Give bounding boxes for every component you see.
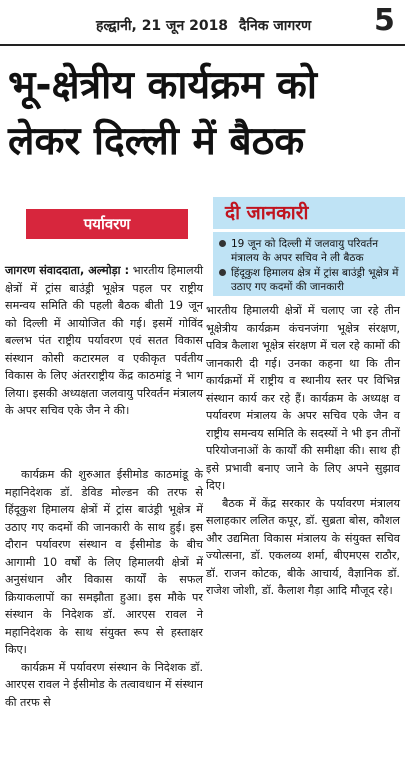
- info-box: [213, 232, 405, 296]
- info-item-text: हिंदूकुश हिमालय क्षेत्र में ट्रांस बाउंड्री भूक्षेत्र में उठाए गए कदमों की जानकारी: [231, 267, 399, 293]
- bullet-icon: [219, 240, 226, 247]
- article-paragraph: कार्यक्रम में पर्यावरण संस्थान के निदेशक डॉ. आरएस रावल ने ईसीमोड के तत्वावधान में संस्थान की तरफ से: [5, 660, 203, 709]
- bullet-icon: [219, 269, 226, 276]
- masthead-paper-name: दैनिक जागरण: [238, 18, 312, 34]
- article-paragraph: बैठक में केंद्र सरकार के पर्यावरण मंत्रालय सलाहकार ललित कपूर, डॉ. सुब्रता बोस, कौशल और उद्यमिता विकास मंत्रालय के संयुक्त सचिव ज्योत्सना, डॉ. एकलव्य शर्मा, बीएमएस राठौर, डॉ. राजन कोटक, बीके आचार्य, वैज्ञानिक डॉ. राजेश जोशी, डॉ. कैलाश गैड़ा आदि मौजूद रहे।: [206, 496, 400, 597]
- info-item: [231, 237, 403, 265]
- article-paragraph-text: भारतीय हिमालयी क्षेत्रों में ट्रांस बाउंड्री भूक्षेत्र पहल पर राष्ट्रीय समन्वय समिति की पहली बैठक बीती 19 जून को दिल्ली में आयोजित की गई। इसमें गोविंद बल्लभ पंत राष्ट्रीय पर्यावरण एवं सतत विकास संस्थान कोसी कटारमल व एकीकृत पर्वतीय विकास के लिए अंतरराष्ट्रीय केंद्र काठमांडू ने भाग लिया। इसकी अध्यक्षता जलवायु परिवर्तन मंत्रालय के अपर सचिव एके जैन ने की।: [5, 264, 203, 417]
- masthead: [0, 0, 405, 46]
- masthead-dateline: [96, 16, 311, 35]
- masthead-date: हल्द्वानी, 21 जून 2018: [96, 18, 229, 34]
- info-item: [231, 266, 403, 294]
- article-column-left-bottom: [5, 466, 203, 711]
- article-paragraph: कार्यक्रम की शुरुआत ईसीमोड काठमांडू के महानिदेशक डॉ. डेविड मोल्डन की तरफ से हिंदूकुश हिमालय क्षेत्रों में ट्रांस बाउंड्री भूक्षेत्र में उठाए गए कदमों की जानकारी के साथ हुई। इस दौरान पर्यावरण संस्थान व ईसीमोड के बीच आगामी 10 वर्षों के लिए हिमालयी क्षेत्रों में अनुसंधान और विकास कार्यों के सफल क्रियाकलापों का समझौता हुआ। इस मौके पर संस्थान के निदेशक डॉ. आरएस रावल ने महानिदेशक के साथ संयुक्त रूप से हस्ताक्षर किए।: [5, 468, 203, 656]
- article-byline: जागरण संवाददाता, अल्मोड़ा :: [5, 264, 130, 277]
- info-item-text: 19 जून को दिल्ली में जलवायु परिवर्तन मंत्रालय के अपर सचिव ने ली बैठक: [231, 238, 379, 264]
- article-column-left-top: [5, 262, 203, 420]
- article-headline: भू-क्षेत्रीय कार्यक्रम को लेकर दिल्ली में बैठक: [8, 63, 317, 164]
- article-column-right: [206, 302, 400, 600]
- category-label: पर्यावरण: [26, 209, 188, 239]
- page-number: 5: [374, 3, 395, 38]
- info-box-title: दी जानकारी: [213, 197, 405, 229]
- article-paragraph: भारतीय हिमालयी क्षेत्रों में चलाए जा रहे तीन भूक्षेत्रीय कार्यक्रम कंचनजंगा भूक्षेत्र संरक्षण, पवित्र कैलाश भूक्षेत्र संरक्षण में चल रहे कामों की जानकारी दी गई। उनका कहना था कि तीन कार्यक्रमों में राष्ट्रीय व स्थानीय स्तर पर विभिन्न संस्थान कार्य कर रहे हैं। कार्यक्रम के अध्यक्ष व पर्यावरण मंत्रालय के अपर सचिव एके जैन व राष्ट्रीय समन्वय समिति के सदस्यों ने भी इन तीनों परियोजनाओं के कार्यों की समीक्षा की। साथ ही इसे प्रभावी बनाए जाने के लिए अपने सुझाव दिए।: [206, 304, 400, 492]
- article-paragraph: [5, 262, 203, 420]
